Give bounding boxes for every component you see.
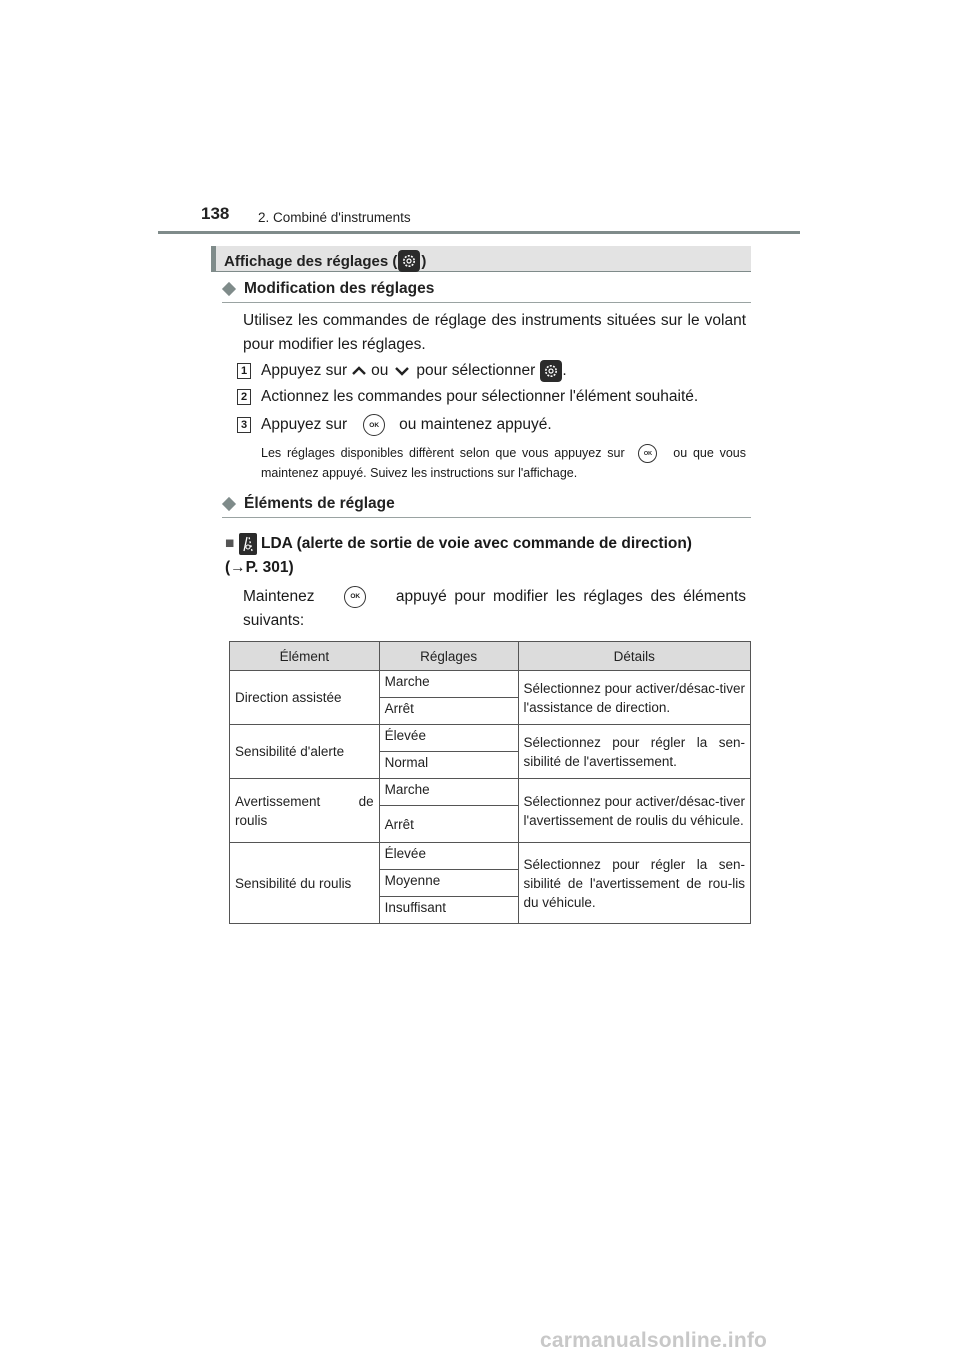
col-header-settings: Réglages: [379, 642, 518, 671]
chevron-down-icon: [388, 363, 416, 379]
step-1: [237, 360, 567, 382]
elements-heading: [222, 495, 395, 513]
step-3-text-b: ou maintenez appuyé.: [399, 416, 552, 433]
diamond-bullet-icon: [222, 282, 236, 296]
header-rule: [158, 231, 800, 234]
setting-cell: Élevée: [379, 725, 518, 752]
settings-table: [229, 641, 751, 924]
square-bullet: ■: [225, 535, 235, 552]
table-row: [230, 779, 751, 806]
lda-text-a: Maintenez: [243, 588, 315, 605]
lda-title-block: [225, 532, 746, 580]
lda-title: LDA (alerte de sortie de voie avec commande de direction): [261, 535, 692, 552]
note-text-b: ou que vous maintenez appuyé. Suivez les instructions sur l'affichage.: [261, 446, 746, 481]
step-1-text-c: pour sélectionner: [416, 362, 536, 379]
setting-cell: Arrêt: [379, 698, 518, 725]
lda-instruction: [243, 585, 746, 633]
table-row: [230, 671, 751, 698]
setting-cell: Moyenne: [379, 870, 518, 897]
details-cell: Sélectionnez pour activer/désac-tiver l'assistance de direction.: [518, 671, 750, 725]
section-title-text: Affichage des réglages (: [224, 252, 398, 270]
table-header-row: [230, 642, 751, 671]
element-cell: Avertissement de roulis: [230, 779, 380, 843]
element-cell: Direction assistée: [230, 671, 380, 725]
details-cell: Sélectionnez pour régler la sen-sibilité de l'avertissement de rou-lis du véhicule.: [518, 843, 750, 924]
element-cell: Sensibilité d'alerte: [230, 725, 380, 779]
step-1-text-b: ou: [371, 362, 389, 379]
ok-button-icon: OK: [638, 444, 657, 463]
details-cell: Sélectionnez pour régler la sen-sibilité de l'avertissement.: [518, 725, 750, 779]
diamond-bullet-icon: [222, 497, 236, 511]
setting-cell: Marche: [379, 779, 518, 806]
lda-text-b: appuyé pour modifier les réglages des éléments suivants:: [243, 588, 746, 629]
step-1-text-a: Appuyez sur: [261, 362, 348, 379]
page-number: 138: [201, 204, 230, 223]
element-cell: Sensibilité du roulis: [230, 843, 380, 924]
step-number: 1: [237, 363, 251, 379]
setting-cell: Insuffisant: [379, 897, 518, 924]
table-row: [230, 725, 751, 752]
setting-cell: Normal: [379, 752, 518, 779]
setting-cell: Marche: [379, 671, 518, 698]
step-number: 3: [237, 417, 251, 433]
note-text-a: Les réglages disponibles diffèrent selon que vous appuyez sur: [261, 446, 625, 460]
watermark: carmanualsonline.info: [540, 1329, 768, 1352]
step-1-text-d: .: [562, 362, 567, 379]
details-cell: Sélectionnez pour activer/désac-tiver l'avertissement de roulis du véhicule.: [518, 779, 750, 843]
elements-heading-text: Éléments de réglage: [244, 495, 395, 512]
ok-button-icon: OK: [363, 414, 385, 436]
settings-gear-icon: [540, 360, 562, 382]
modif-note: [261, 443, 746, 483]
step-2-text: Actionnez les commandes pour sélectionner l'élément souhaité.: [261, 388, 699, 405]
ok-button-icon: OK: [344, 586, 366, 608]
settings-gear-icon: [398, 250, 420, 272]
step-3-text-a: Appuyez sur: [261, 416, 348, 433]
step-number: 2: [237, 389, 251, 405]
modif-rule: [222, 302, 751, 303]
lane-departure-icon: [239, 533, 257, 555]
chapter-title: 2. Combiné d'instruments: [258, 210, 411, 225]
setting-cell: Arrêt: [379, 806, 518, 843]
lda-page-ref: (→P. 301): [225, 559, 294, 576]
setting-cell: Élevée: [379, 843, 518, 870]
chevron-up-icon: [347, 363, 371, 379]
modif-heading-text: Modification des réglages: [244, 280, 435, 297]
col-header-element: Élément: [230, 642, 380, 671]
modif-intro: Utilisez les commandes de réglage des instruments situées sur le volant pour modifier les réglages.: [243, 312, 746, 353]
modif-heading: [222, 280, 434, 298]
table-row: [230, 843, 751, 870]
elements-rule: [222, 517, 751, 518]
step-2: [237, 388, 698, 406]
section-title-close: ): [421, 252, 427, 270]
step-3: [237, 414, 552, 436]
section-title: [224, 250, 426, 272]
col-header-details: Détails: [518, 642, 750, 671]
